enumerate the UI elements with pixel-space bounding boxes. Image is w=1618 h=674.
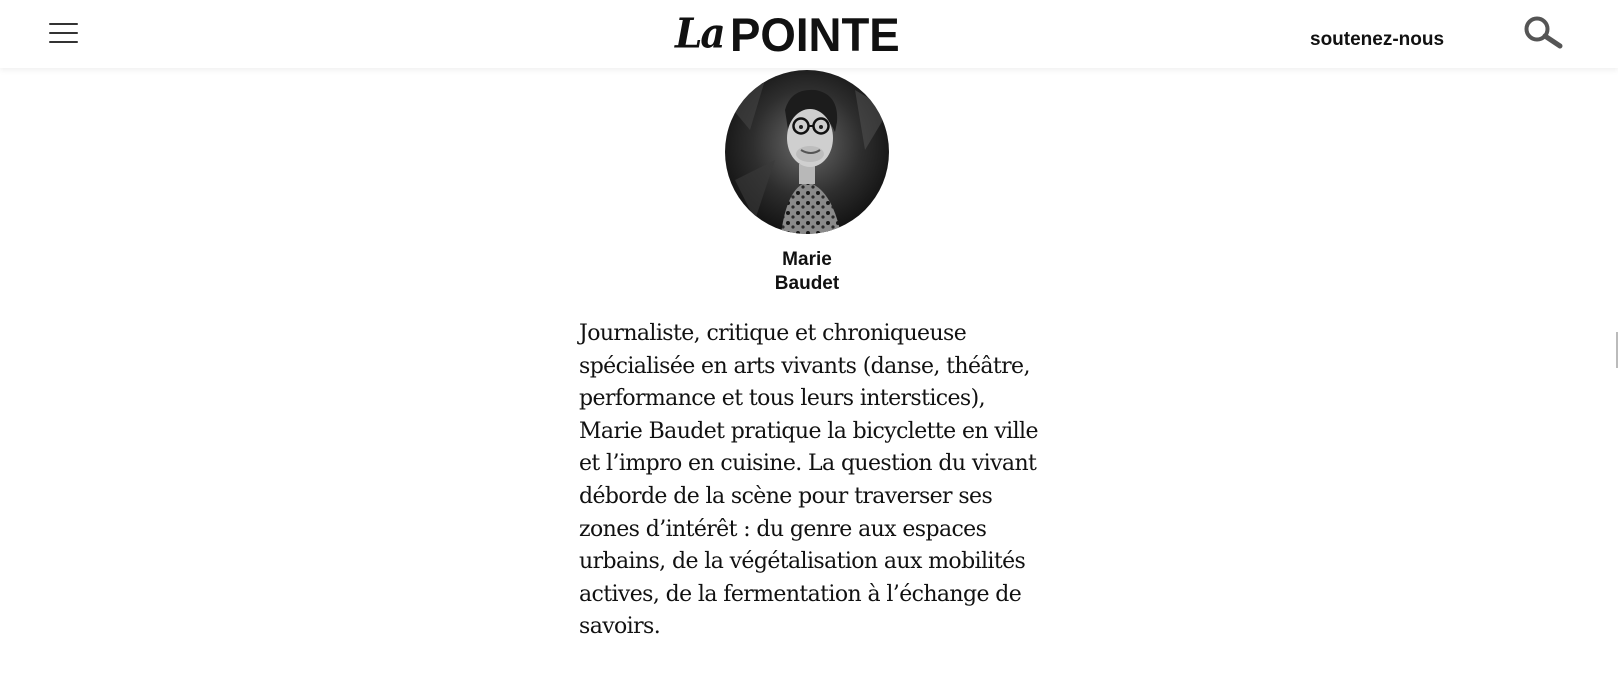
author-avatar xyxy=(725,70,889,234)
site-logo[interactable] xyxy=(675,6,905,62)
search-icon[interactable] xyxy=(1522,15,1566,51)
author-last-name: Baudet xyxy=(774,273,840,294)
menu-line xyxy=(49,23,78,25)
author-first-name: Marie xyxy=(782,249,832,270)
site-header xyxy=(0,0,1618,68)
support-link[interactable]: soutenez-nous xyxy=(1310,29,1445,50)
author-bio: Journaliste, critique et chroniqueuse spécialisée en arts vivants (danse, théâtre, performance et tous leurs interstices), Marie Baudet pratique la bicyclette en ville et l’impro en cuisine. La question du vivant déborde de la scène pour traverser ses zones d’intérêt : du genre aux espaces urbains, de la végétalisation aux mobilités actives, de la fermentation à l’échange de savoirs. xyxy=(579,321,1038,640)
logo-prefix: La xyxy=(675,9,724,59)
logo-name: POINTE xyxy=(729,7,900,61)
menu-line xyxy=(49,41,78,43)
author-name[interactable] xyxy=(709,248,905,296)
menu-line xyxy=(49,32,78,34)
hamburger-menu-icon[interactable] xyxy=(44,18,84,48)
